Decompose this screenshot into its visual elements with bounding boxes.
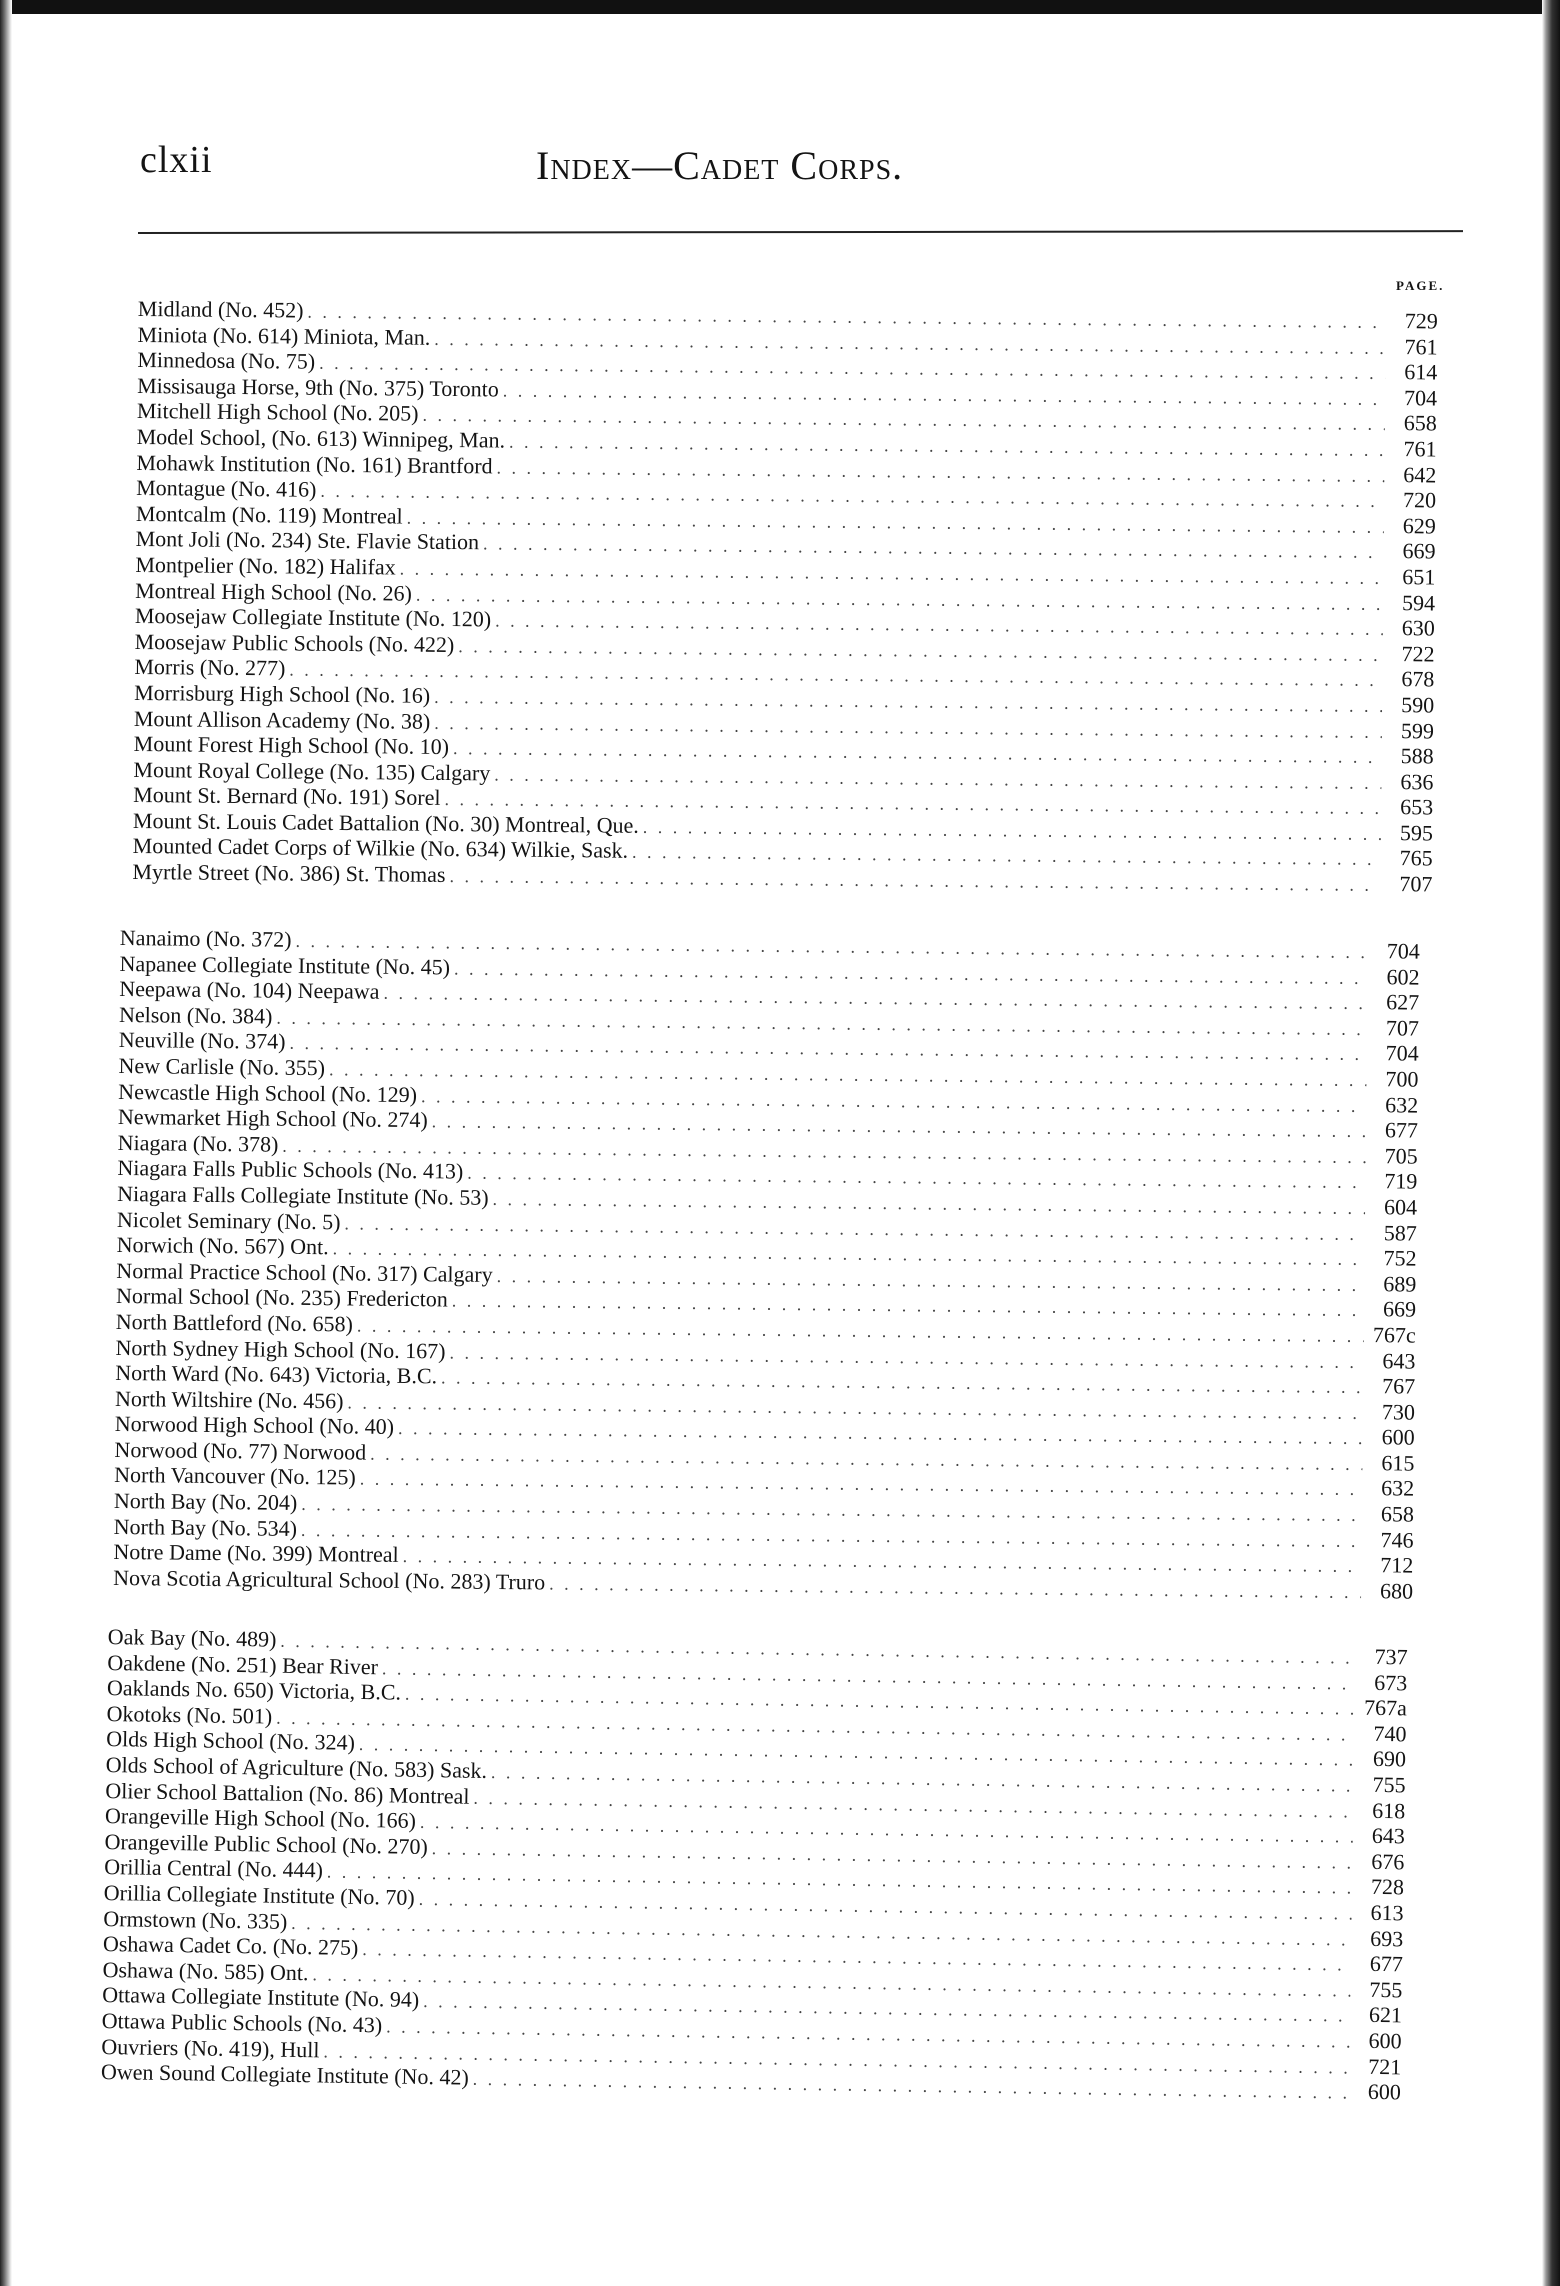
entry-name: Niagara (No. 378) [117,1129,279,1157]
entry-page-number: 755 [1369,1976,1403,2003]
entry-page-number: 613 [1370,1899,1404,1926]
entry-name: Moosejaw Public Schools (No. 422) [134,628,455,657]
entry-page-number: 729 [1404,308,1438,334]
entry-name: Mount St. Louis Cadet Battalion (No. 30) Montreal, Que. [132,807,640,838]
entry-page-number: 722 [1401,640,1435,667]
entry-name: Mount Allison Academy (No. 38) [133,705,431,734]
entry-page-number: 704 [1403,384,1438,411]
entry-name: Olds High School (No. 324) [105,1726,356,1756]
entry-page-number: 630 [1401,615,1435,641]
page-left-edge [0,0,12,2286]
entry-name: Oaklands No. 650) Victoria, B.C. [106,1675,402,1705]
entry-page-number: 599 [1400,717,1435,743]
entry-name: North Ward (No. 643) Victoria, B.C. [115,1360,438,1389]
entry-name: Miniota (No. 614) Miniota, Man. [137,321,431,350]
entry-name: Orangeville Public School (No. 270) [104,1828,428,1859]
entry-name: Niagara Falls Public Schools (No. 413) [117,1155,464,1184]
entry-name: Midland (No. 452) [137,296,304,323]
entry-page-number: 651 [1402,564,1436,590]
entry-name: North Sydney High School (No. 167) [115,1334,446,1363]
entry-name: North Wiltshire (No. 456) [114,1385,344,1414]
entry-page-number: 767 [1382,1373,1416,1399]
entry-page-number: 761 [1403,436,1437,462]
entry-name: Owen Sound Collegiate Institute (No. 42) [100,2059,469,2090]
entry-name: Neuville (No. 374) [118,1027,286,1055]
entry-name: Niagara Falls Collegiate Institute (No. 53) [117,1180,489,1210]
entry-page-number: 765 [1399,845,1433,871]
entry-name: Norwood (No. 77) Norwood [114,1436,367,1465]
entry-page-number: 705 [1384,1143,1418,1169]
entry-name: Montague (No. 416) [136,475,317,502]
page-number: clxii [140,139,213,181]
entry-name: Nova Scotia Agricultural School (No. 283) Truro [113,1564,546,1595]
entry-name: Olds School of Agriculture (No. 583) Sask. [105,1751,488,1783]
page-column-label: PAGE. [1396,278,1445,293]
entry-page-number: 704 [1385,1040,1419,1066]
page-title: Index—Cadet Corps. [536,143,904,188]
entry-name: Ottawa Collegiate Institute (No. 94) [101,1982,420,2013]
entry-name: Model School, (No. 613) Winnipeg, Man. [136,423,506,453]
entry-page-number: 629 [1402,512,1436,539]
entry-page-number: 680 [1379,1578,1414,1604]
entry-name: Mount St. Bernard (No. 191) Sorel [133,782,441,811]
entry-name: Orillia Collegiate Institute (No. 70) [103,1879,415,1910]
entry-name: Moosejaw Collegiate Institute (No. 120) [134,603,492,632]
entry-name: Oshawa Cadet Co. (No. 275) [102,1931,359,1961]
entry-name: Mont Joli (No. 234) Ste. Flavie Station [135,526,480,555]
entry-page-number: 594 [1401,589,1436,615]
entry-name: Mitchell High School (No. 205) [136,398,419,427]
entry-page-number: 643 [1382,1347,1416,1374]
entry-name: Myrtle Street (No. 386) St. Thomas [132,859,446,888]
entry-name: Oak Bay (No. 489) [107,1624,277,1652]
entry-page-number: 676 [1371,1848,1405,1875]
entry-page-number: 595 [1399,820,1434,846]
entry-page-number: 632 [1381,1475,1415,1502]
entry-name: Oakdene (No. 251) Bear River [107,1649,379,1679]
entry-name: Orangeville High School (No. 166) [104,1803,417,1834]
index-section-o [101,1624,1408,2105]
entry-name: Ouvriers (No. 419), Hull [101,2033,320,2062]
entry-page-number: 600 [1381,1424,1415,1450]
entry-name: Mount Forest High School (No. 10) [133,731,450,760]
entry-page-number: 618 [1372,1797,1406,1823]
entry-name: North Bay (No. 534) [113,1513,298,1541]
entry-name: Montpelier (No. 182) Halifax [135,551,396,580]
entry-page-number: 721 [1368,2053,1402,2079]
entry-page-number: 615 [1381,1450,1415,1476]
entry-page-number: 602 [1386,963,1420,990]
entry-name: Morris (No. 277) [134,654,286,681]
index-section-n [113,925,1420,1604]
entry-name: Normal Practice School (No. 317) Calgary [116,1257,493,1287]
entry-page-number: 643 [1371,1823,1406,1849]
entry-name: Norwich (No. 567) Ont. [116,1232,329,1260]
entry-page-number: 678 [1401,666,1435,692]
entry-name: Morrisburg High School (No. 16) [134,679,431,708]
entry-name: Orillia Central (No. 444) [103,1854,324,1883]
entry-name: Okotoks (No. 501) [106,1700,273,1729]
entry-page-number: 669 [1382,1296,1417,1322]
entry-page-number: 704 [1386,938,1420,964]
entry-name: Nanaimo (No. 372) [119,925,292,952]
entry-page-number: 712 [1380,1552,1414,1578]
entry-name: Newcastle High School (No. 129) [118,1078,418,1107]
entry-page-number: 719 [1384,1168,1418,1194]
entry-page-number: 600 [1368,2027,1402,2054]
entry-page-number: 621 [1368,2002,1403,2028]
entry-name: North Vancouver (No. 125) [114,1462,356,1490]
entry-page-number: 673 [1374,1669,1408,1696]
entry-page-number: 587 [1383,1219,1417,1246]
entry-page-number: 677 [1384,1117,1419,1143]
entry-page-number: 689 [1383,1270,1417,1297]
entry-page-number: 658 [1403,410,1437,436]
page-right-edge [1542,0,1560,2286]
entry-name: Minnedosa (No. 75) [137,347,316,374]
entry-name: Montreal High School (No. 26) [135,577,413,606]
entry-name: Mohawk Institution (No. 161) Brantford [136,449,493,478]
entry-page-number: 600 [1367,2078,1402,2105]
entry-page-number: 707 [1385,1015,1420,1041]
entry-page-number: 627 [1386,989,1420,1015]
entry-name: Mount Royal College (No. 135) Calgary [133,756,491,786]
entry-name: Notre Dame (No. 399) Montreal [113,1539,399,1568]
entry-page-number: 730 [1381,1398,1416,1425]
entry-page-number: 636 [1400,768,1434,795]
entry-name: Olier School Battalion (No. 86) Montreal [105,1777,470,1809]
entry-page-number: 746 [1380,1526,1414,1553]
entry-page-number: 700 [1385,1066,1419,1092]
entry-name: Oshawa (No. 585) Ont. [102,1956,309,1985]
entry-name: North Battleford (No. 658) [115,1308,354,1337]
entry-page-number: 653 [1400,794,1434,820]
entry-page-number: 604 [1383,1194,1418,1220]
entry-name: Nicolet Seminary (No. 5) [116,1206,341,1234]
entry-page-number: 669 [1402,538,1436,564]
entry-page-number: 761 [1404,333,1438,360]
entry-name: Mounted Cadet Corps of Wilkie (No. 634) Wilkie, Sask. [132,833,629,864]
entry-name: Napanee Collegiate Institute (No. 45) [119,950,451,980]
entry-page-number: 740 [1373,1720,1407,1747]
entry-name: New Carlisle (No. 355) [118,1052,326,1081]
entry-name: Norwood High School (No. 40) [114,1411,395,1440]
entry-name: Newmarket High School (No. 274) [117,1104,428,1133]
entry-page-number: 720 [1402,487,1437,513]
entry-page-number: 767c [1372,1322,1416,1348]
entry-name: North Bay (No. 204) [113,1488,298,1515]
entry-page-number: 590 [1401,692,1435,718]
entry-page-number: 677 [1369,1950,1404,1977]
entry-page-number: 737 [1374,1643,1408,1670]
entry-page-number: 632 [1385,1091,1419,1118]
index-section-m [132,296,1438,897]
entry-name: Normal School (No. 235) Fredericton [115,1283,448,1312]
entry-page-number: 693 [1370,1925,1404,1951]
entry-page-number: 658 [1380,1501,1415,1527]
entry-name: Missisauga Horse, 9th (No. 375) Toronto [137,372,499,402]
entry-name: Neepawa (No. 104) Neepawa [119,976,380,1004]
entry-page-number: 642 [1403,461,1437,488]
entry-name: Ormstown (No. 335) [103,1905,288,1934]
entry-page-number: 728 [1370,1874,1405,1900]
entry-page-number: 707 [1399,871,1433,897]
entry-page-number: 755 [1372,1771,1406,1798]
entry-page-number: 588 [1400,743,1434,769]
header-rule [138,230,1463,234]
entry-page-number: 614 [1404,359,1438,385]
entry-name: Nelson (No. 384) [118,1001,273,1029]
entry-name: Ottawa Public Schools (No. 43) [101,2007,383,2038]
entry-page-number: 767a [1363,1694,1408,1721]
page-top-edge [0,0,1560,14]
entry-name: Montcalm (No. 119) Montreal [135,500,403,529]
entry-page-number: 752 [1383,1245,1417,1271]
entry-page-number: 690 [1372,1746,1407,1772]
